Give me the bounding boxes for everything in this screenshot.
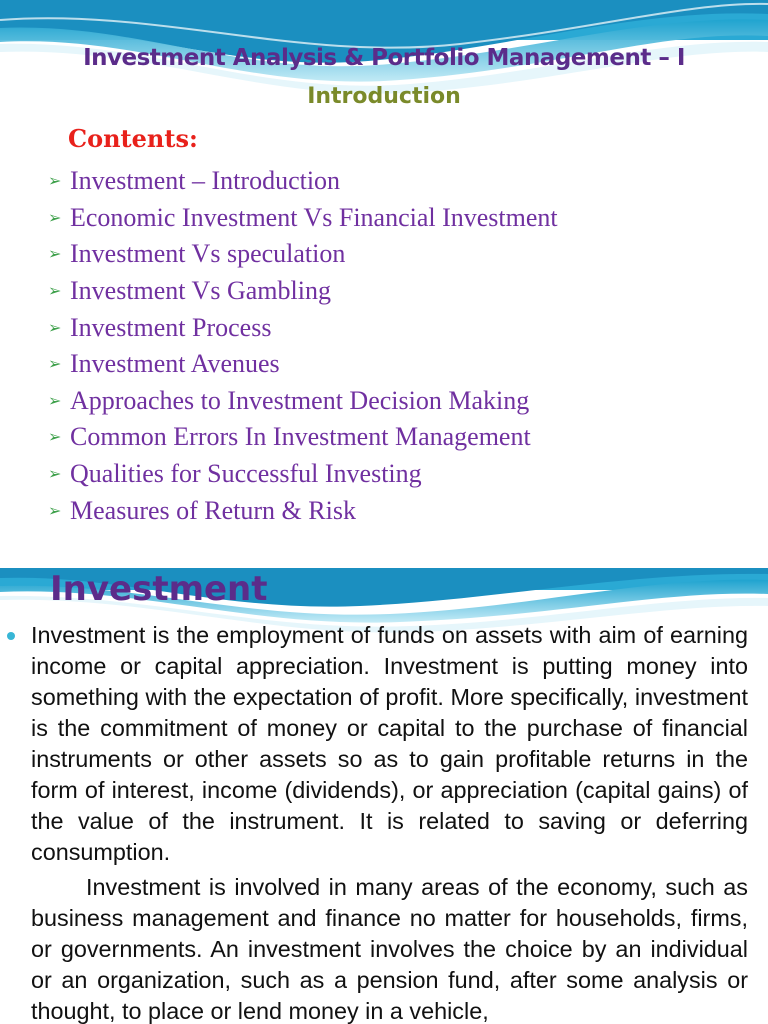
- contents-item-label: Investment – Introduction: [70, 166, 341, 196]
- contents-heading: Contents:: [68, 124, 198, 153]
- right-arrowhead-icon: ➢: [48, 502, 62, 520]
- contents-item-label: Measures of Return & Risk: [70, 495, 356, 525]
- contents-list: [48, 163, 558, 529]
- contents-item-label: Qualities for Successful Investing: [70, 459, 422, 489]
- contents-item-label: Investment Avenues: [70, 349, 280, 379]
- right-arrowhead-icon: ➢: [48, 209, 62, 227]
- section-title: Investment: [50, 569, 268, 609]
- contents-item-label: Approaches to Investment Decision Making: [70, 385, 530, 415]
- contents-item: [48, 383, 558, 420]
- contents-item: [48, 236, 558, 273]
- contents-item: [48, 309, 558, 346]
- right-arrowhead-icon: ➢: [48, 319, 62, 337]
- paragraph: Investment is the employment of funds on assets with aim of earning income or capital appreciation. Investment is putting money into something with the expectation of profit. More specifically, investment is the commitment of money or capital to the purchase of financial instruments or other assets so as to gain profitable returns in the form of interest, income (dividends), or appreciation (capital gains) of the value of the instrument. It is related to saving or deferring consumption.: [31, 622, 748, 865]
- right-arrowhead-icon: ➢: [48, 429, 62, 447]
- contents-item-label: Investment Vs speculation: [70, 239, 346, 269]
- contents-item-label: Investment Process: [70, 312, 272, 342]
- contents-item: [48, 200, 558, 237]
- contents-item-label: Investment Vs Gambling: [70, 276, 331, 306]
- bullet-dot-icon: [7, 632, 15, 640]
- right-arrowhead-icon: ➢: [48, 283, 62, 301]
- contents-item: [48, 346, 558, 383]
- right-arrowhead-icon: ➢: [48, 466, 62, 484]
- slide-subtitle: Introduction: [307, 84, 461, 109]
- right-arrowhead-icon: ➢: [48, 392, 62, 410]
- body-text: [31, 620, 748, 1024]
- contents-item-label: Economic Investment Vs Financial Investment: [70, 202, 558, 232]
- paragraph: Investment is involved in many areas of the economy, such as business management and finance no matter for households, firms, or governments. An investment involves the choice by an individual or an organization, such as a pension fund, after some analysis or thought, to place or lend money in a vehicle,: [31, 874, 748, 1024]
- right-arrowhead-icon: ➢: [48, 173, 62, 191]
- slide-title: Investment Analysis & Portfolio Management – I: [83, 45, 685, 71]
- right-arrowhead-icon: ➢: [48, 246, 62, 264]
- contents-item: [48, 492, 558, 529]
- contents-item: [48, 163, 558, 200]
- contents-item-label: Common Errors In Investment Management: [70, 422, 531, 452]
- slide-investment: [0, 568, 768, 1024]
- contents-item: [48, 419, 558, 456]
- contents-item: [48, 456, 558, 493]
- right-arrowhead-icon: ➢: [48, 356, 62, 374]
- contents-item: [48, 273, 558, 310]
